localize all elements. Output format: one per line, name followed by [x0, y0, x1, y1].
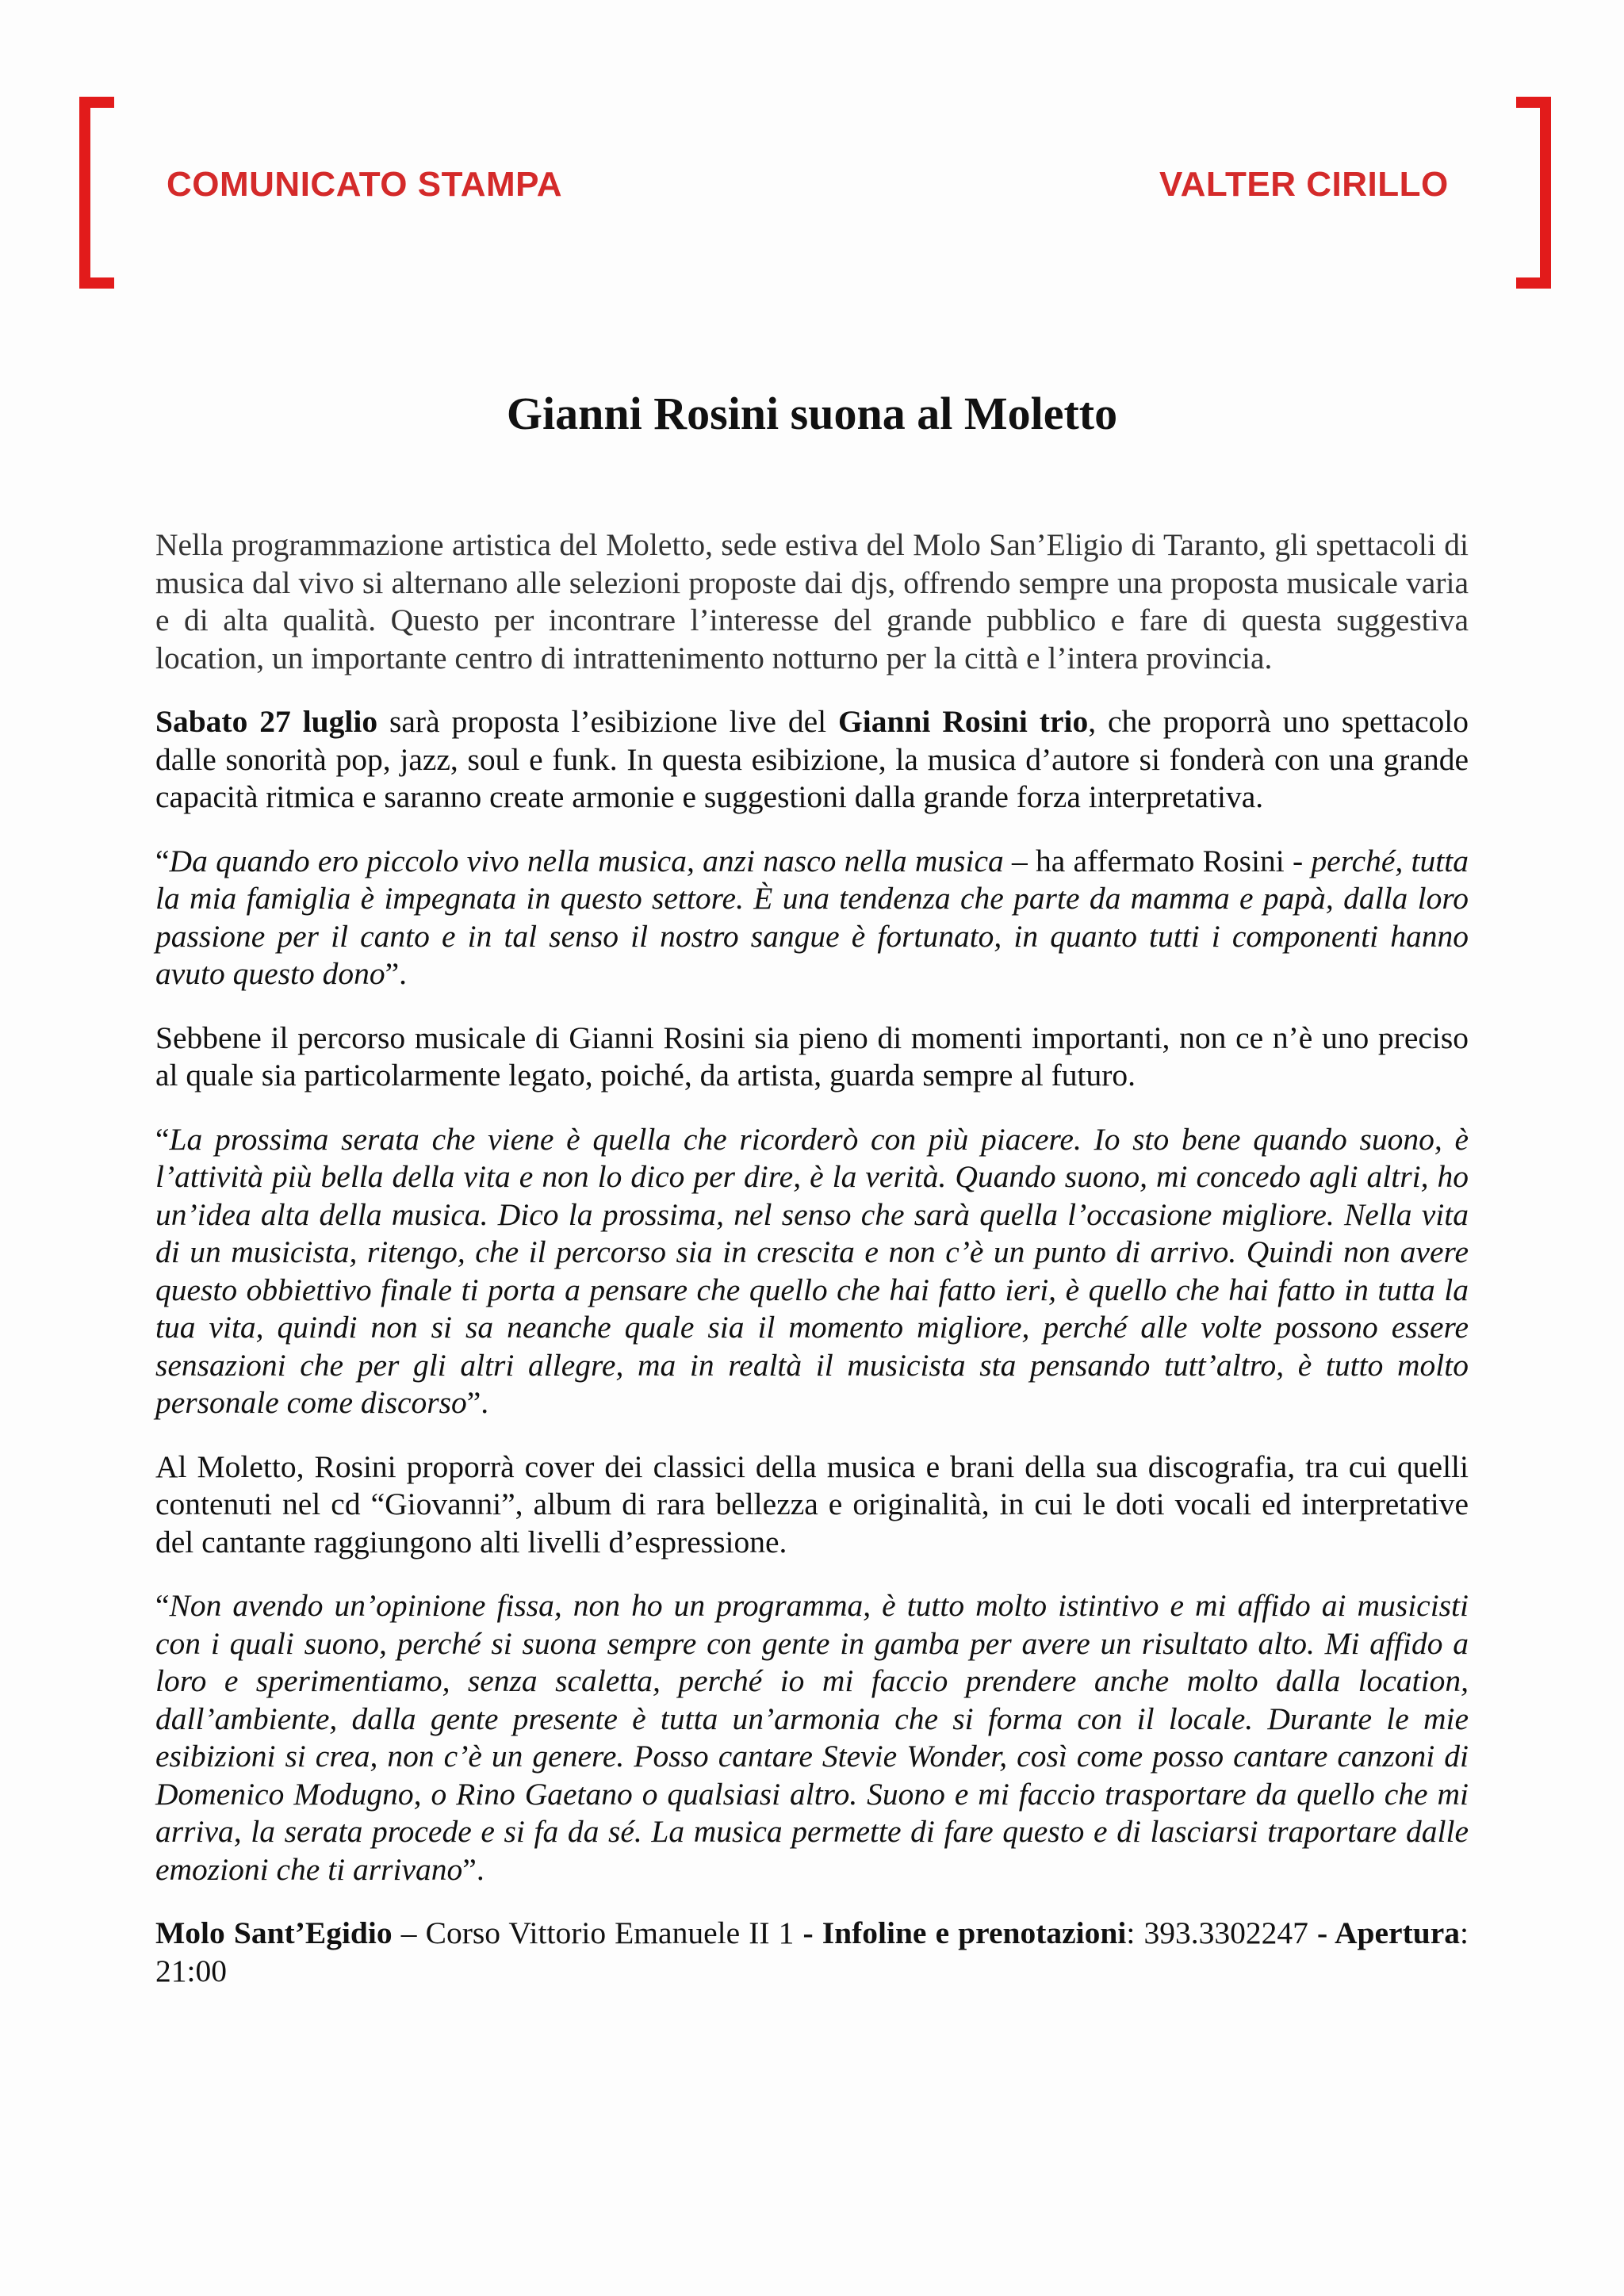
- event-date: Sabato 27 luglio: [155, 704, 378, 739]
- event-text-2: , che proporrà uno spettacolo dalle sonorità pop, jazz, soul e funk. In questa esibizione, la musica d’autore si fonderà con una grande capacità ritmica e saranno create armonie e suggestioni dalla grande forza interpretativa.: [155, 704, 1469, 814]
- quote-close: ”.: [462, 1851, 485, 1887]
- quote-open: “: [155, 843, 170, 878]
- header-right-label: VALTER CIRILLO: [1159, 165, 1449, 204]
- paragraph-quote-2: [155, 1121, 1469, 1422]
- paragraph-career: Sebbene il percorso musicale di Gianni Rosini sia pieno di momenti importanti, non ce n’è uno preciso al quale sia particolarmente legato, poiché, da artista, guarda sempre al futuro.: [155, 1020, 1469, 1093]
- quote-text: Non avendo un’opinione fissa, non ho un programma, è tutto molto istintivo e mi affido ai musicisti con i quali suono, perché si suona sempre con gente in gamba per avere un risultato alto. Mi affido a loro e sperimentiamo, senza scaletta, perché io mi faccio prendere anche molto dalla location, dall’ambiente, dalla gente presente è tutta un’armonia che si forma con il locale. Durante le mie esibizioni si crea, non c’è un genere. Posso cantare Stevie Wonder, così come posso cantare canzoni di Domenico Modugno, o Rino Gaetano o qualsiasi altro. Suono e mi faccio trasportare da quello che mi arriva, la serata procede e si fa da sé. La musica permette di fare questo e di lasciarsi traportare dalle emozioni che ti arrivano: [155, 1588, 1469, 1887]
- quote-attribution: – ha affermato Rosini -: [1003, 843, 1312, 878]
- opening-time: : 21:00: [155, 1915, 1469, 1988]
- infoline-label: Infoline e prenotazioni: [822, 1915, 1127, 1950]
- separator: -: [802, 1915, 822, 1950]
- paragraph-venue-info: [155, 1915, 1469, 1990]
- quote-open: “: [155, 1121, 170, 1157]
- paragraph-event: [155, 703, 1469, 817]
- separator: -: [1316, 1915, 1335, 1950]
- opening-label: Apertura: [1335, 1915, 1460, 1950]
- paragraph-intro: Nella programmazione artistica del Moletto, sede estiva del Molo San’Eligio di Taranto, gli spettacoli di musica dal vivo si alternano alle selezioni proposte dai djs, offrendo sempre una proposta musicale varia e di alta qualità. Questo per incontrare l’interesse del grande pubblico e fare di questa suggestiva location, un importante centro di intrattenimento notturno per la città e l’intera provincia.: [155, 527, 1469, 675]
- quote-text-2: perché, tutta la mia famiglia è impegnata in questo settore. È una tendenza che parte da mamma e papà, dalla loro passione per il canto e in tal senso il nostro sangue è fortunato, in quanto tutti i componenti hanno avuto questo dono: [155, 843, 1469, 991]
- quote-text-1: Da quando ero piccolo vivo nella musica, anzi nasco nella musica: [169, 843, 1004, 878]
- infoline-number: : 393.3302247: [1126, 1915, 1317, 1950]
- paragraph-quote-3: [155, 1587, 1469, 1888]
- quote-text: La prossima serata che viene è quella che ricorderò con più piacere. Io sto bene quando suono, è l’attività più bella della vita e non lo dico per dire, è la verità. Quando suono, mi concedo agli altri, ho un’idea alta della musica. Dico la prossima, nel senso che sarà quella l’occasione migliore. Nella vita di un musicista, ritengo, che il percorso sia in crescita e non c’è un punto di arrivo. Quindi non avere questo obbiettivo finale ti porta a pensare che quello che hai fatto ieri, è quello che hai fatto in tutta la tua vita, quindi non si sa neanche quale sia il momento migliore, perché alle volte possono essere sensazioni che per gli altri allegre, ma in realtà il musicista sta pensando tutt’altro, è tutto molto personale come discorso: [155, 1121, 1469, 1420]
- quote-close: ”.: [385, 956, 408, 991]
- venue-address: – Corso Vittorio Emanuele II 1: [392, 1915, 803, 1950]
- venue-name: Molo Sant’Egidio: [155, 1915, 393, 1950]
- paragraph-repertoire: Al Moletto, Rosini proporrà cover dei classici della musica e brani della sua discografia, tra cui quelli contenuti nel cd “Giovanni”, album di rara bellezza e originalità, in cui le doti vocali ed interpretative del cantante raggiungono alti livelli d’espressione.: [155, 1448, 1469, 1559]
- quote-open: “: [155, 1588, 170, 1623]
- event-text-1: sarà proposta l’esibizione live del: [377, 704, 839, 739]
- band-name: Gianni Rosini trio: [838, 704, 1089, 739]
- right-bracket-graphic: [1516, 97, 1551, 289]
- header-left-label: COMUNICATO STAMPA: [167, 165, 562, 204]
- paragraph-quote-1: [155, 843, 1469, 993]
- left-bracket-graphic: [79, 97, 114, 289]
- quote-close: ”.: [466, 1385, 489, 1420]
- page-title: Gianni Rosini suona al Moletto: [506, 388, 1118, 439]
- article-body: [155, 526, 1469, 2016]
